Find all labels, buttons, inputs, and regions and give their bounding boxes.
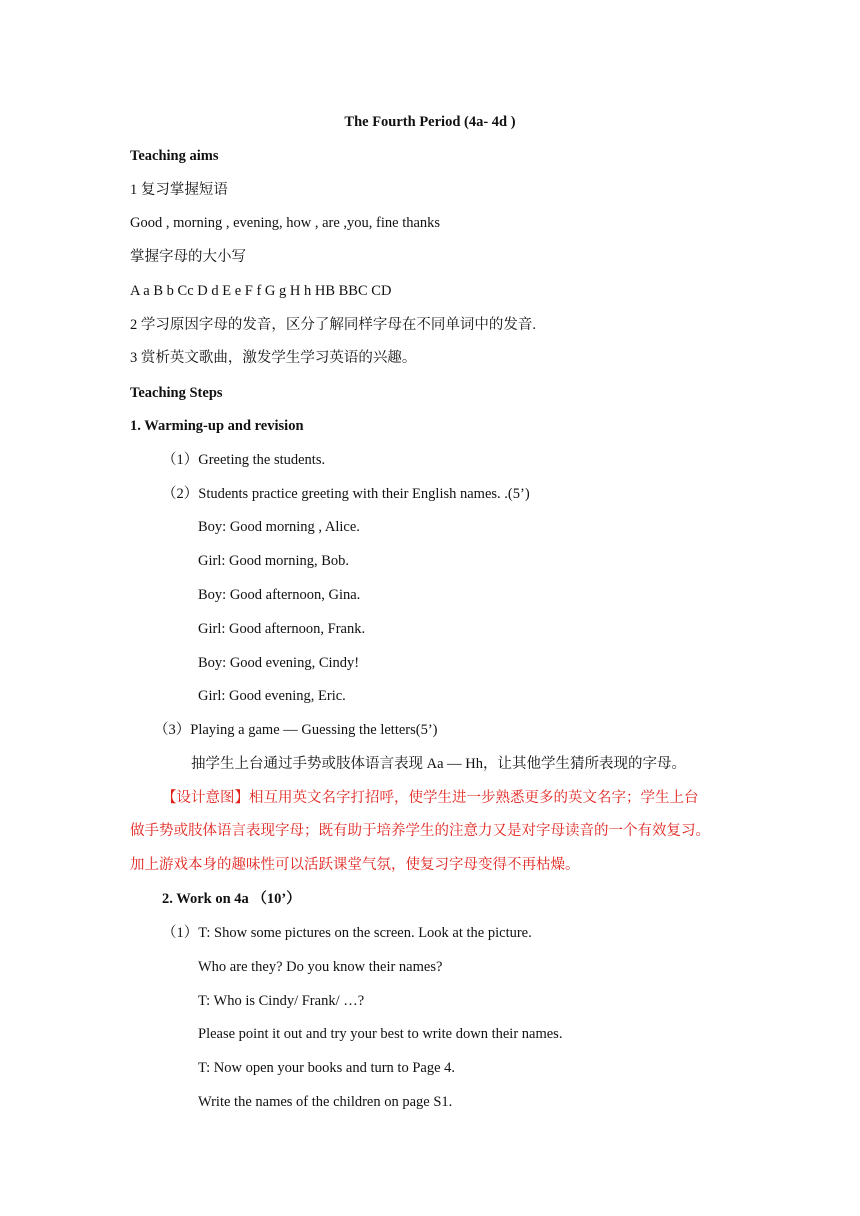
aim-line-3: 掌握字母的大小写 bbox=[130, 249, 246, 265]
aim-line-1: 1 复习掌握短语 bbox=[130, 182, 228, 198]
aim-line-2: Good , morning , evening, how , are ,you, fine thanks bbox=[130, 215, 441, 231]
step1-item2: （2）Students practice greeting with their English names. .(5’) bbox=[162, 486, 530, 502]
design-intent-line-2: 做手势或肢体语言表现字母；既有助于培养学生的注意力又是对字母读音的一个有效复习。 bbox=[130, 823, 710, 839]
teaching-steps-heading: Teaching Steps bbox=[130, 385, 223, 401]
step1-item3-description: 抽学生上台通过手势或肢体语言表现 Aa — Hh，让其他学生猜所表现的字母。 bbox=[191, 756, 687, 772]
step1-item1: （1）Greeting the students. bbox=[162, 452, 326, 468]
step2-line: T: Who is Cindy/ Frank/ …? bbox=[198, 993, 365, 1009]
design-intent-line-1: 【设计意图】相互用英文名字打招呼，使学生进一步熟悉更多的英文名字；学生上台 bbox=[162, 790, 699, 806]
step1-heading: 1. Warming-up and revision bbox=[130, 418, 304, 434]
dialogue-line: Boy: Good afternoon, Gina. bbox=[198, 587, 361, 603]
step2-line: Who are they? Do you know their names? bbox=[198, 959, 443, 975]
dialogue-line: Boy: Good evening, Cindy! bbox=[198, 655, 360, 671]
step2-item1: （1）T: Show some pictures on the screen. Look at the picture. bbox=[162, 925, 532, 941]
dialogue-line: Girl: Good afternoon, Frank. bbox=[198, 621, 366, 637]
aim-line-4: A a B b Cc D d E e F f G g H h HB BBC CD bbox=[130, 283, 392, 299]
dialogue-line: Girl: Good morning, Bob. bbox=[198, 553, 350, 569]
design-intent-line-3: 加上游戏本身的趣味性可以活跃课堂气氛，使复习字母变得不再枯燥。 bbox=[130, 857, 580, 873]
teaching-aims-heading: Teaching aims bbox=[130, 148, 219, 164]
step1-item3: （3）Playing a game — Guessing the letters(5’) bbox=[154, 722, 438, 738]
step2-line: Write the names of the children on page S1. bbox=[198, 1094, 453, 1110]
aim-line-5: 2 学习原因字母的发音，区分了解同样字母在不同单词中的发音. bbox=[130, 317, 536, 333]
step2-heading: 2. Work on 4a （10’） bbox=[162, 891, 301, 907]
dialogue-line: Boy: Good morning , Alice. bbox=[198, 519, 360, 535]
dialogue-line: Girl: Good evening, Eric. bbox=[198, 688, 346, 704]
page-title: The Fourth Period (4a- 4d ) bbox=[344, 114, 516, 130]
step2-line: T: Now open your books and turn to Page 4. bbox=[198, 1060, 456, 1076]
aim-line-6: 3 赏析英文歌曲，激发学生学习英语的兴趣。 bbox=[130, 350, 417, 366]
step2-line: Please point it out and try your best to write down their names. bbox=[198, 1026, 563, 1042]
